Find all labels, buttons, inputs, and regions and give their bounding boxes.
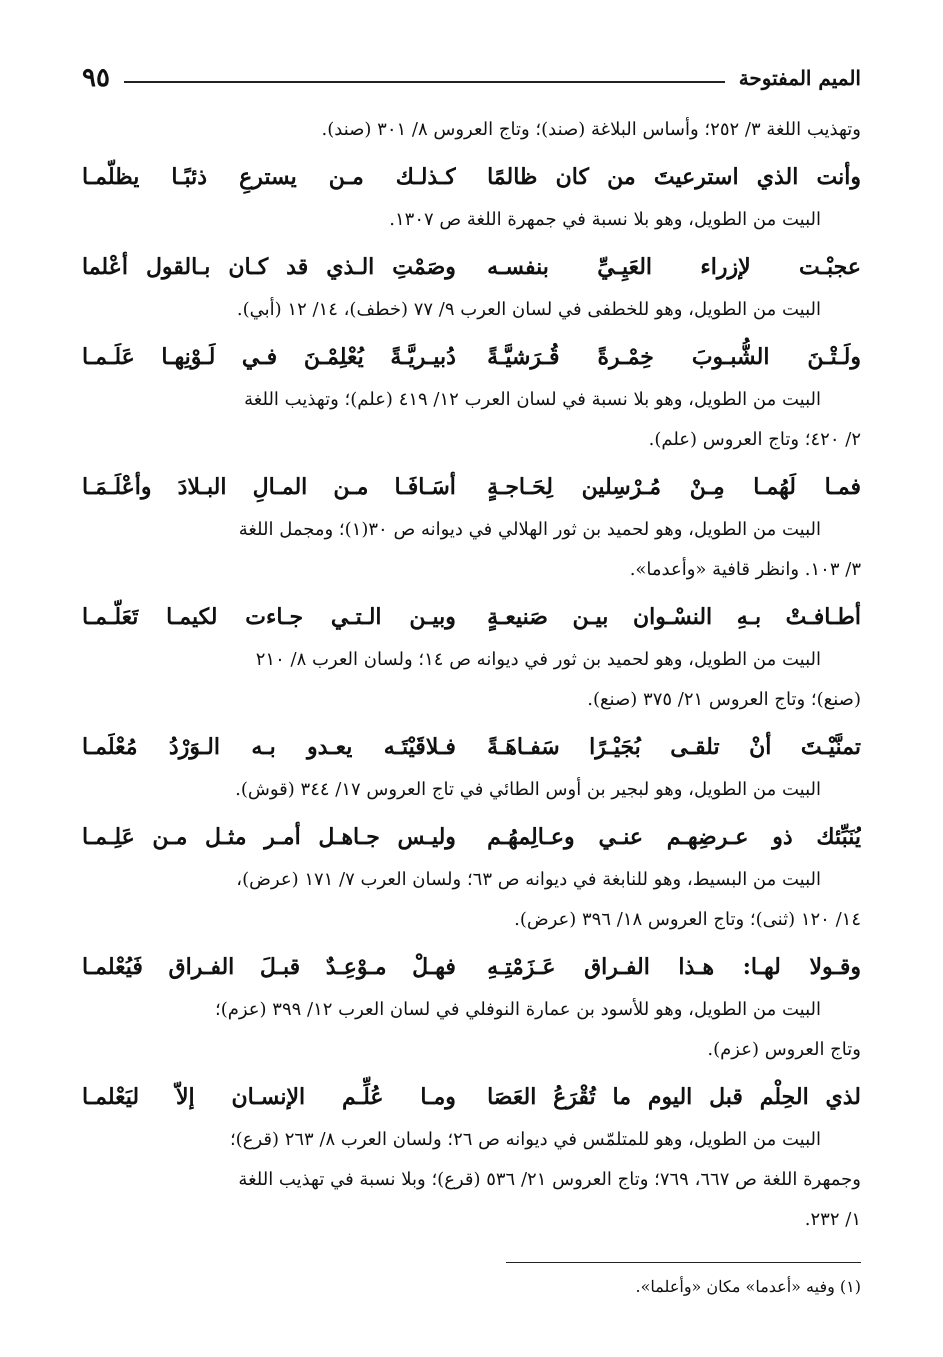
verse-line (82, 334, 861, 380)
verse-line (82, 594, 861, 640)
footnote: (١) وفيه «أعدما» مكان «وأعلما». (635, 1277, 861, 1296)
verse-note: ٢/ ٤٢٠؛ وتاج العروس (علم). (648, 429, 861, 450)
verse-second-hemistich: وصَمْتِ الـذي قد كـان بـالقول أعْلما (82, 254, 456, 280)
verse-note: البيت من الطويل، وهو بلا نسبة في لسان العرب ١٢/ ٤١٩ (علم)؛ وتهذيب اللغة (244, 389, 821, 410)
verse-line (82, 464, 861, 510)
verse-first-hemistich: عجبْـت لإزراء العَيِـيِّ بنفسـه (487, 254, 861, 280)
verse-note: البيت من البسيط، وهو للنابغة في ديوانه ص ٦٣؛ ولسان العرب ٧/ ١٧١ (عرض)، (236, 869, 821, 890)
verse-note: ٣/ ١٠٣. وانظر قافية «وأعدما». (629, 559, 861, 580)
verse-entry (82, 244, 861, 330)
verse-entry (82, 944, 861, 1070)
verse-entry (82, 724, 861, 810)
verse-note: البيت من الطويل، وهو لحميد بن ثور في ديوانه ص ١٤؛ ولسان العرب ٨/ ٢١٠ (255, 649, 821, 670)
verse-note: البيت من الطويل، وهو لبجير بن أوس الطائي في تاج العروس ١٧/ ٣٤٤ (قوش). (235, 779, 821, 800)
page-header (82, 58, 861, 98)
verse-note: ١/ ٢٣٢. (804, 1209, 861, 1230)
verse-entry (82, 1074, 861, 1240)
verse-note: وتاج العروس (عزم). (707, 1039, 861, 1060)
intro-note: وتهذيب اللغة ٣/ ٢٥٢؛ وأساس البلاغة (صند)؛ وتاج العروس ٨/ ٣٠١ (صند). (321, 119, 861, 140)
verse-note: البيت من الطويل، وهو لحميد بن ثور الهلالي في ديوانه ص ٣٠(١)؛ ومجمل اللغة (238, 519, 821, 540)
verse-note: (صنع)؛ وتاج العروس ٢١/ ٣٧٥ (صنع). (587, 689, 861, 710)
footnote-separator (506, 1262, 861, 1263)
page-body (82, 110, 861, 1240)
page-number: ٩٥ (82, 63, 110, 93)
verse-note: البيت من الطويل، وهو للأسود بن عمارة النوفلي في لسان العرب ١٢/ ٣٩٩ (عزم)؛ (214, 999, 821, 1020)
verse-entry (82, 334, 861, 460)
verse-entry (82, 814, 861, 940)
verse-line (82, 154, 861, 200)
verse-note: البيت من الطويل، وهو بلا نسبة في جمهرة اللغة ص ١٣٠٧. (389, 209, 821, 230)
verse-entry (82, 594, 861, 720)
verse-second-hemistich: فـلاقَيْتَـه يعـدو بـه الـوَرْدُ مُعْلَمـا (82, 734, 456, 760)
running-title: الميم المفتوحة (738, 66, 861, 90)
verse-second-hemistich: وليـس جـاهـل أمـر مثـل مـن عَلِـمـا (82, 824, 456, 850)
verse-first-hemistich: يُنَبِّئك ذو عـرضِهـم عنـي وعـالِمهُـم (487, 824, 861, 850)
header-rule (124, 81, 725, 83)
verse-note: البيت من الطويل، وهو للخطفى في لسان العرب ٩/ ٧٧ (خطف)، ١٤/ ١٢ (أبي). (236, 299, 821, 320)
verse-first-hemistich: وأنت الذي استرعيتَ من كان ظالمًا (487, 164, 861, 190)
verse-line (82, 244, 861, 290)
verse-note: البيت من الطويل، وهو للمتلمّس في ديوانه ص ٢٦؛ ولسان العرب ٨/ ٢٦٣ (قرع)؛ (229, 1129, 821, 1150)
verse-line (82, 724, 861, 770)
verse-second-hemistich: كـذلـك مـن يسترعِ ذئبًـا يظلّمـا (82, 164, 456, 190)
verse-first-hemistich: ولَـتْـنَ الشُّبـوبَ خِمْـرةً قُـرَشيَّـةً (487, 344, 861, 370)
verse-second-hemistich: أسَـافَـا مـن المـالِ البـلادَ وأعْلَـمَـا (82, 474, 456, 500)
verse-note: ١٤/ ١٢٠ (ثنى)؛ وتاج العروس ١٨/ ٣٩٦ (عرض). (514, 909, 861, 930)
verse-first-hemistich: وقـولا لهـا: هـذا الفـراق عَـزَمْتِـهِ (487, 954, 861, 980)
verse-first-hemistich: أطـافـتْ بـهِ النسْـوان بيـن صَنيعـةٍ (487, 604, 861, 630)
verse-first-hemistich: فمـا لَهُمـا مِـنْ مُـرْسِلين لِحَـاجـةٍ (487, 474, 861, 500)
verse-note: وجمهرة اللغة ص ٦٦٧، ٧٦٩؛ وتاج العروس ٢١/ ٥٣٦ (قرع)؛ وبلا نسبة في تهذيب اللغة (238, 1169, 861, 1190)
verse-line (82, 944, 861, 990)
verse-entry (82, 154, 861, 240)
verse-second-hemistich: فهـلْ مـوْعِـدٌ قبـلَ الفـراق فَيُعْلمـا (82, 954, 456, 980)
verse-entry (82, 464, 861, 590)
verse-line (82, 1074, 861, 1120)
verse-second-hemistich: ومـا عُلِّـم الإنسـان إلاّ ليَعْلمـا (82, 1084, 456, 1110)
verse-first-hemistich: لذي الحِلْم قبل اليوم ما تُقْرَعُ العَصَا (487, 1084, 861, 1110)
verse-second-hemistich: وبيـن الـتـي جـاءت لكيمـا تَعَلّـمـا (82, 604, 456, 630)
verse-line (82, 814, 861, 860)
verse-second-hemistich: دُبيـريَّـةً يُعْلِمْـنَ فـي لَـوْنِهـا عَلَـمـا (82, 344, 456, 370)
verse-first-hemistich: تمنَّيْـتَ أنْ تلقـى بُجَيْـرًا سَفـاهَـةً (487, 734, 861, 760)
